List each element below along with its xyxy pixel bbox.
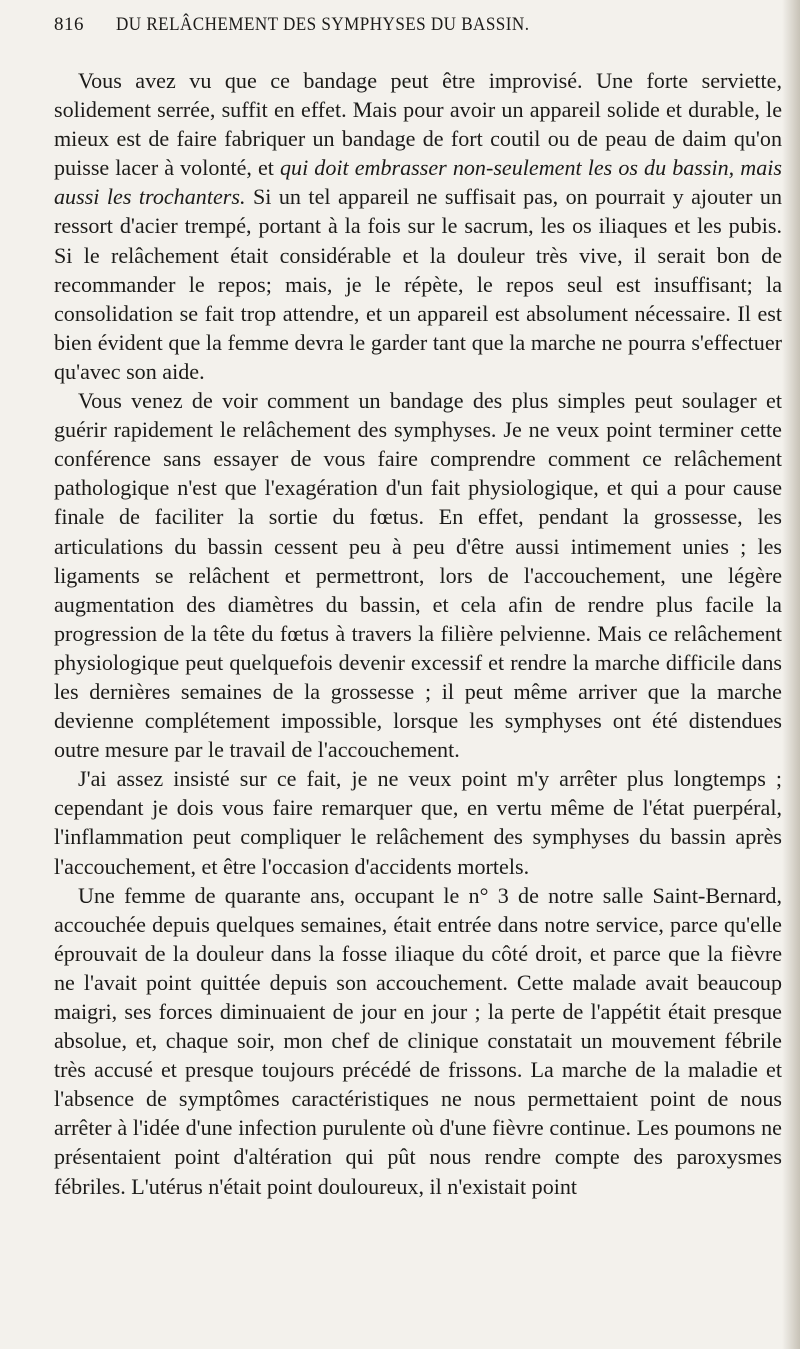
running-title: DU RELÂCHEMENT DES SYMPHYSES DU BASSIN. <box>116 14 530 35</box>
page-number: 816 <box>54 14 84 35</box>
paragraph-3: J'ai assez insisté sur ce fait, je ne veux point m'y arrêter plus longtemps ; cependant je dois vous faire remarquer que, en vertu même de l'état puerpéral, l'inflammation peut compliquer le relâchement des symphyses du bassin après l'accouchement, et être l'occasion d'accidents mortels. <box>54 766 782 879</box>
paragraph-4: Une femme de quarante ans, occupant le n° 3 de notre salle Saint-Bernard, accouchée depuis quelques semaines, était entrée dans notre service, parce qu'elle éprouvait de la douleur dans la fosse iliaque du côté droit, et parce que la fièvre ne l'avait point quittée depuis son accouchement. Cette malade avait beaucoup maigri, ses forces diminuaient de jour en jour ; la perte de l'appétit était presque absolue, et, chaque soir, mon chef de clinique constatait un mouvement fébrile très accusé et presque toujours précédé de frissons. La marche de la maladie et l'absence de symptômes caractéristiques ne nous permettaient point de nous arrêter à l'idée d'une infection purulente où d'une fièvre continue. Les poumons ne présentaient point d'altération qui pût nous rendre compte des paroxysmes fébriles. L'utérus n'était point douloureux, il n'existait point <box>54 882 782 1199</box>
page-header <box>54 14 770 44</box>
paragraph-1-start: Vous avez vu que ce bandage peut être improvisé. Une forte serviette, solidement serrée, suffit en effet. Mais pour avoir un appareil solide et durable, le mieux est de faire fabriquer un bandage de fort coutil ou de peau de daim qu'on puisse lacer à volonté, et <box>54 68 782 181</box>
paragraph-1-italic: qui doit embrasser non-seulement les os du bassin, mais aussi les trochanters. <box>54 155 783 210</box>
paragraph-2: Vous venez de voir comment un bandage des plus simples peut soulager et guérir rapidement le relâchement des symphyses. Je ne veux point terminer cette conférence sans essayer de vous faire comprendre comment ce relâchement pathologique n'est que l'exagération d'un fait physiologique, et qui a pour cause finale de faciliter la sortie du fœtus. En effet, pendant la grossesse, les articulations du bassin cessent peu à peu d'être aussi intimement unies ; les ligaments se relâchent et permettront, lors de l'accouchement, une légère augmentation des diamètres du bassin, et cela afin de rendre plus facile la progression de la tête du fœtus à travers la filière pelvienne. Mais ce relâchement physiologique peut quelquefois devenir excessif et rendre la marche difficile dans les dernières semaines de la grossesse ; il peut même arriver que la marche devienne complétement impossible, lorsque les symphyses ont été distendues outre mesure par le travail de l'accouchement. <box>54 388 782 763</box>
paragraph-1-end: Si un tel appareil ne suffisait pas, on pourrait y ajouter un ressort d'acier trempé, portant à la fois sur le sacrum, les os iliaques et les pubis. Si le relâchement était considérable et la douleur très vive, il serait bon de recommander le repos; mais, je le répète, le repos seul est insuffisant; la consolidation se fait trop attendre, et un appareil est absolument nécessaire. Il est bien évident que la femme devra le garder tant que la marche ne pourra s'effectuer qu'avec son aide. <box>54 184 783 384</box>
body-text <box>54 66 782 1201</box>
page-edge-shadow <box>782 0 800 1349</box>
paragraph-1 <box>54 66 782 386</box>
